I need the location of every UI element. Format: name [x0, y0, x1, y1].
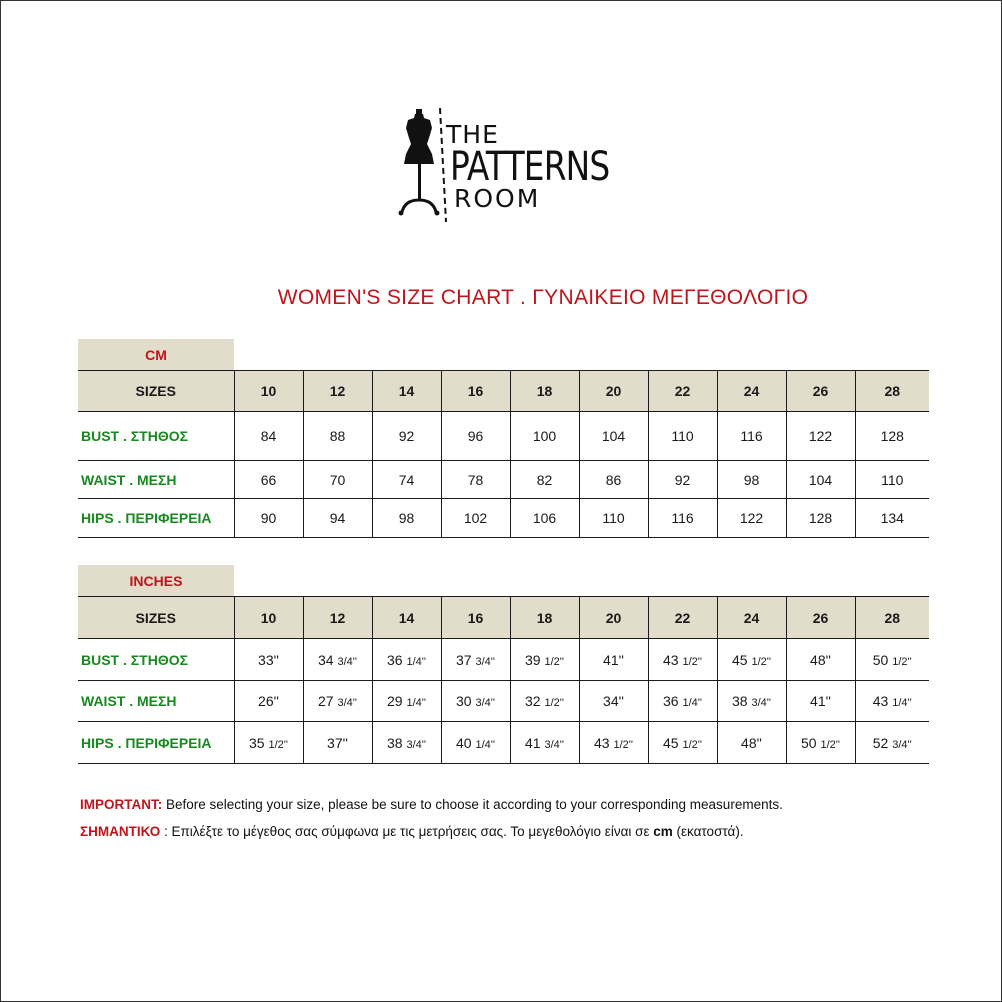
- row-label-bust: BUST . ΣΤΗΘΟΣ: [78, 639, 234, 681]
- sizes-label: SIZES: [78, 597, 234, 639]
- table-row: [78, 722, 929, 764]
- note-greek-label: ΣΗΜΑΝΤΙΚΟ: [80, 824, 161, 839]
- value-cell: 30 3/4'': [441, 681, 510, 722]
- size-cell: 16: [441, 597, 510, 639]
- row-label-hips: HIPS . ΠΕΡΙΦΕΡΕΙΑ: [78, 722, 234, 764]
- value-cell: 106: [510, 499, 579, 538]
- value-cell: 104: [786, 461, 855, 499]
- logo: [396, 104, 616, 224]
- value-cell: 38 3/4'': [717, 681, 786, 722]
- table-row: [78, 461, 929, 499]
- value-cell: 50 1/2'': [855, 639, 929, 681]
- size-cell: 16: [441, 371, 510, 412]
- value-cell: 78: [441, 461, 510, 499]
- size-cell: 28: [855, 371, 929, 412]
- logo-text-room: ROOM: [454, 184, 541, 213]
- note-greek-end: (εκατοστά).: [672, 824, 744, 839]
- cm-sizes-row: [78, 371, 929, 412]
- row-label-hips: HIPS . ΠΕΡΙΦΕΡΕΙΑ: [78, 499, 234, 538]
- value-cell: 50 1/2'': [786, 722, 855, 764]
- value-cell: 96: [441, 412, 510, 461]
- value-cell: 26'': [234, 681, 303, 722]
- sizes-label: SIZES: [78, 371, 234, 412]
- value-cell: 110: [579, 499, 648, 538]
- size-cell: 22: [648, 597, 717, 639]
- value-cell: 43 1/2'': [648, 639, 717, 681]
- table-row: [78, 412, 929, 461]
- value-cell: 39 1/2'': [510, 639, 579, 681]
- value-cell: 122: [786, 412, 855, 461]
- value-cell: 36 1/4'': [648, 681, 717, 722]
- size-cell: 12: [303, 371, 372, 412]
- value-cell: 36 1/4'': [372, 639, 441, 681]
- inches-size-table: [78, 596, 929, 764]
- value-cell: 110: [648, 412, 717, 461]
- size-cell: 12: [303, 597, 372, 639]
- size-cell: 26: [786, 371, 855, 412]
- size-cell: 20: [579, 597, 648, 639]
- value-cell: 116: [648, 499, 717, 538]
- size-cell: 18: [510, 597, 579, 639]
- value-cell: 98: [372, 499, 441, 538]
- important-notes: [80, 791, 783, 845]
- inches-unit-label: INCHES: [78, 565, 234, 597]
- size-cell: 28: [855, 597, 929, 639]
- value-cell: 82: [510, 461, 579, 499]
- value-cell: 45 1/2'': [648, 722, 717, 764]
- size-cell: 14: [372, 597, 441, 639]
- row-label-waist: WAIST . ΜΕΣΗ: [78, 681, 234, 722]
- note-greek-text: : Επιλέξτε το μέγεθος σας σύμφωνα με τις μετρήσεις σας. Το μεγεθολόγιο είναι σε: [160, 824, 654, 839]
- value-cell: 52 3/4'': [855, 722, 929, 764]
- value-cell: 98: [717, 461, 786, 499]
- value-cell: 32 1/2'': [510, 681, 579, 722]
- value-cell: 27 3/4'': [303, 681, 372, 722]
- inches-sizes-row: [78, 597, 929, 639]
- value-cell: 41'': [579, 639, 648, 681]
- note-greek: [80, 818, 783, 845]
- value-cell: 35 1/2'': [234, 722, 303, 764]
- value-cell: 110: [855, 461, 929, 499]
- value-cell: 33'': [234, 639, 303, 681]
- note-greek-bold: cm: [653, 824, 673, 839]
- value-cell: 100: [510, 412, 579, 461]
- value-cell: 38 3/4'': [372, 722, 441, 764]
- cm-unit-label: CM: [78, 339, 234, 371]
- value-cell: 84: [234, 412, 303, 461]
- logo-text-patterns: PATTERNS: [450, 144, 610, 190]
- row-label-bust: BUST . ΣΤΗΘΟΣ: [78, 412, 234, 461]
- value-cell: 116: [717, 412, 786, 461]
- note-english-label: IMPORTANT:: [80, 797, 163, 812]
- value-cell: 41 3/4'': [510, 722, 579, 764]
- value-cell: 92: [372, 412, 441, 461]
- value-cell: 128: [786, 499, 855, 538]
- value-cell: 134: [855, 499, 929, 538]
- value-cell: 104: [579, 412, 648, 461]
- size-cell: 20: [579, 371, 648, 412]
- size-cell: 18: [510, 371, 579, 412]
- table-row: [78, 639, 929, 681]
- value-cell: 86: [579, 461, 648, 499]
- value-cell: 128: [855, 412, 929, 461]
- size-cell: 24: [717, 597, 786, 639]
- logo-text-the: THE: [446, 120, 499, 149]
- value-cell: 40 1/4'': [441, 722, 510, 764]
- size-cell: 14: [372, 371, 441, 412]
- value-cell: 41'': [786, 681, 855, 722]
- page-title: WOMEN'S SIZE CHART . ΓΥΝΑΙΚΕΙΟ ΜΕΓΕΘΟΛΟΓΙΟ: [277, 286, 809, 309]
- value-cell: 48'': [786, 639, 855, 681]
- value-cell: 37 3/4'': [441, 639, 510, 681]
- table-row: [78, 499, 929, 538]
- row-label-waist: WAIST . ΜΕΣΗ: [78, 461, 234, 499]
- value-cell: 66: [234, 461, 303, 499]
- value-cell: 37'': [303, 722, 372, 764]
- note-english-text: Before selecting your size, please be sure to choose it according to your corresponding measurements.: [162, 797, 783, 812]
- value-cell: 90: [234, 499, 303, 538]
- value-cell: 74: [372, 461, 441, 499]
- value-cell: 34 3/4'': [303, 639, 372, 681]
- value-cell: 70: [303, 461, 372, 499]
- value-cell: 43 1/4'': [855, 681, 929, 722]
- size-cell: 22: [648, 371, 717, 412]
- size-cell: 24: [717, 371, 786, 412]
- value-cell: 48'': [717, 722, 786, 764]
- value-cell: 45 1/2'': [717, 639, 786, 681]
- value-cell: 102: [441, 499, 510, 538]
- size-cell: 26: [786, 597, 855, 639]
- value-cell: 29 1/4'': [372, 681, 441, 722]
- value-cell: 34'': [579, 681, 648, 722]
- note-english: [80, 791, 783, 818]
- value-cell: 94: [303, 499, 372, 538]
- value-cell: 43 1/2'': [579, 722, 648, 764]
- size-cell: 10: [234, 371, 303, 412]
- cm-size-table: [78, 370, 929, 538]
- value-cell: 92: [648, 461, 717, 499]
- value-cell: 122: [717, 499, 786, 538]
- value-cell: 88: [303, 412, 372, 461]
- table-row: [78, 681, 929, 722]
- size-cell: 10: [234, 597, 303, 639]
